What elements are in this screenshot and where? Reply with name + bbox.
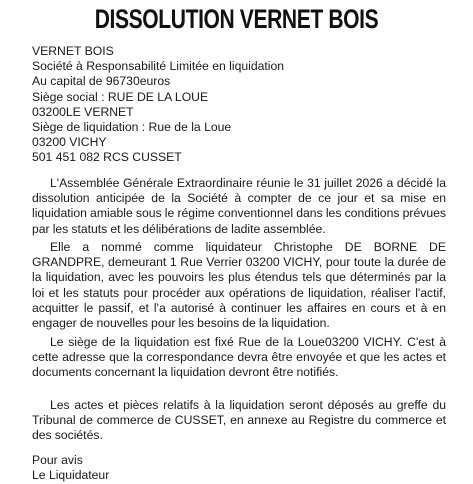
paragraph-liquidation-seat: Le siège de la liquidation est fixé Rue de la Loue03200 VICHY. C'est à cette adresse que la correspondance devra être envoyée et que les actes et documents concernant la liquidation devront être notifiés. — [32, 335, 446, 380]
liquidation-city: 03200 VICHY — [32, 135, 107, 150]
paragraph-liquidator: Elle a nommé comme liquidateur Christophe DE BORNE DE GRANDPRE, demeurant 1 Rue Verrier 03200 VICHY, pour toute la durée de la liquidation, avec les pouvoirs les plus étendus tels que déterminés par la loi et les statuts pour procéder aux opérations de liquidation, réaliser l'actif, acquitter le passif, et l'a autorisé à continuer les affaires en cours et à en engager de nouvelles pour les besoins de la liquidation. — [32, 240, 446, 331]
liquidation-seat: Siège de liquidation : Rue de la Loue — [32, 120, 232, 135]
company-form: Société à Responsabilité Limitée en liquidation — [32, 59, 285, 74]
notice-title: DISSOLUTION VERNET BOIS — [94, 4, 379, 34]
company-name: VERNET BOIS — [32, 44, 114, 58]
signature-block — [32, 453, 109, 483]
signature-line-2: Le Liquidateur — [32, 468, 110, 483]
paragraph-filing: Les actes et pièces relatifs à la liquidation seront déposés au greffe du Tribunal de commerce de CUSSET, en annexe au Registre du commerce et des sociétés. — [32, 398, 446, 443]
paragraph-dissolution: L'Assemblée Générale Extraordinaire réunie le 31 juillet 2026 a décidé la dissolution anticipée de la Société à compter de ce jour et sa mise en liquidation amiable sous le régime conventionnel dans les conditions prévues par les statuts et les délibérations de ladite assemblée. — [32, 176, 446, 236]
company-seat: Siège social : RUE DE LA LOUE — [32, 89, 209, 104]
company-header — [32, 44, 284, 166]
company-rcs: 501 451 082 RCS CUSSET — [32, 150, 182, 165]
signature-line-1: Pour avis — [32, 453, 83, 467]
company-seat-city: 03200LE VERNET — [32, 104, 134, 119]
company-capital: Au capital de 96730euros — [32, 74, 171, 89]
